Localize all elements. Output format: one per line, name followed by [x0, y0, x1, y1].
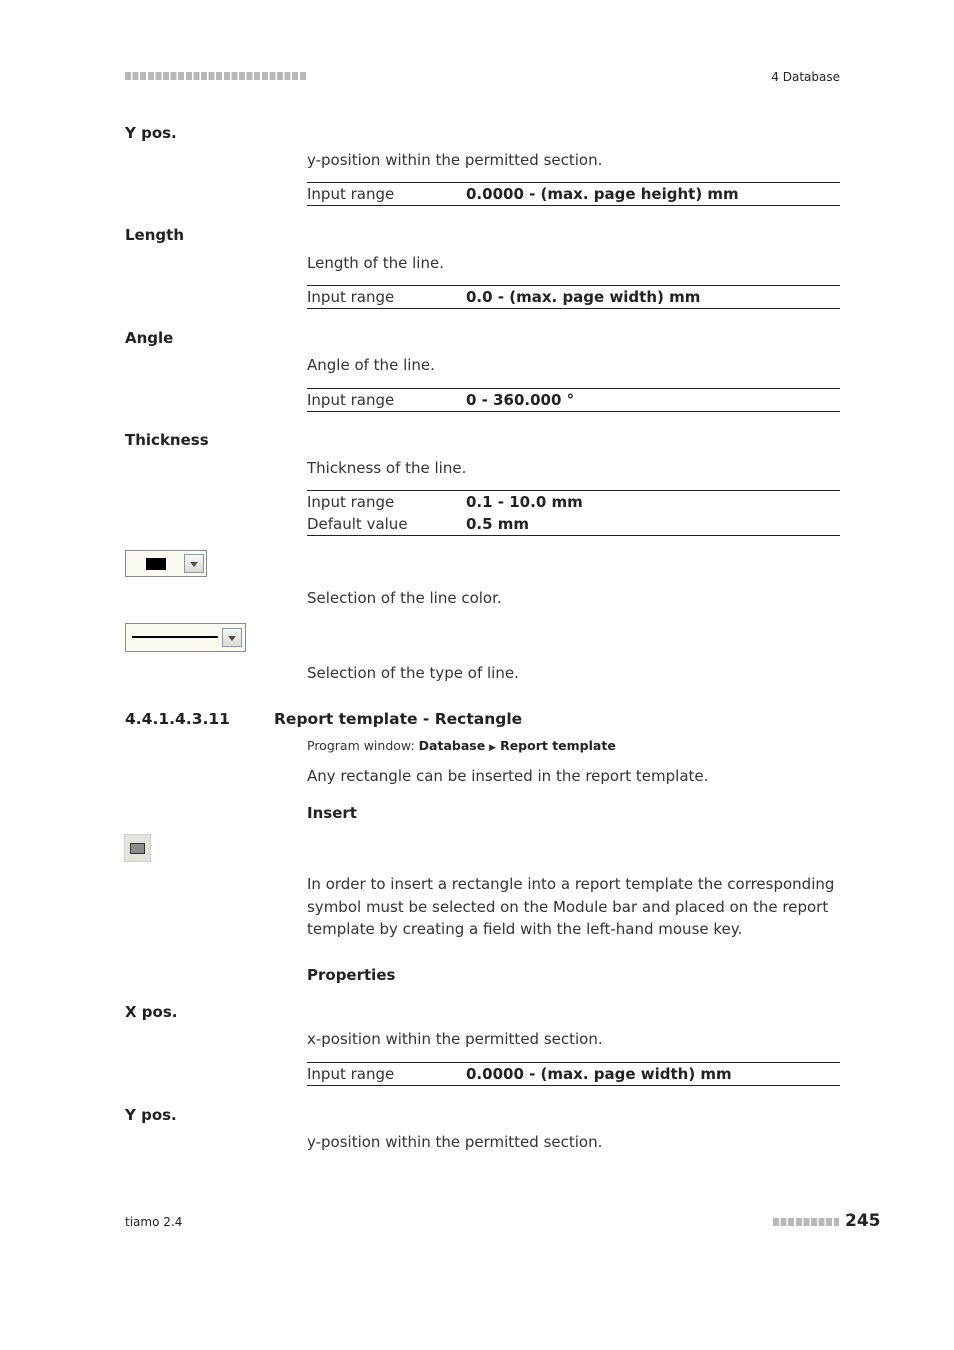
path-separator-icon: ▶	[489, 743, 497, 753]
input-range-label: Input range	[307, 185, 395, 203]
line-color-select[interactable]	[125, 550, 207, 577]
table-row	[307, 491, 840, 513]
color-swatch	[146, 558, 166, 570]
thickness-range-table	[307, 490, 840, 536]
y-pos-2-description: y-position within the permitted section.	[307, 1133, 603, 1151]
path-database: Database	[418, 738, 486, 753]
angle-range-table	[307, 388, 840, 412]
path-report-template: Report template	[500, 738, 616, 753]
y-pos-description: y-position within the permitted section.	[307, 151, 603, 169]
rectangle-icon[interactable]	[124, 834, 151, 862]
input-range-value: 0 - 360.000 °	[466, 391, 575, 409]
chapter-title: 4 Database	[771, 70, 840, 84]
default-value-label: Default value	[307, 515, 408, 533]
input-range-label: Input range	[307, 493, 395, 511]
length-range-table	[307, 285, 840, 309]
table-row	[307, 286, 840, 308]
term-angle: Angle	[125, 329, 174, 347]
angle-description: Angle of the line.	[307, 356, 435, 374]
section-title: Report template - Rectangle	[274, 710, 523, 728]
chevron-down-icon[interactable]	[222, 628, 242, 647]
line-color-description: Selection of the line color.	[307, 589, 502, 607]
x-pos-description: x-position within the permitted section.	[307, 1030, 603, 1048]
input-range-value: 0.0000 - (max. page width) mm	[466, 1065, 732, 1083]
input-range-value: 0.0000 - (max. page height) mm	[466, 185, 739, 203]
rectangle-shape	[130, 843, 145, 854]
product-name: tiamo 2.4	[125, 1215, 183, 1229]
table-row	[307, 389, 840, 411]
x-pos-range-table	[307, 1062, 840, 1086]
input-range-value: 0.1 - 10.0 mm	[466, 493, 583, 511]
term-length: Length	[125, 226, 184, 244]
line-type-description: Selection of the type of line.	[307, 664, 519, 682]
section-intro: Any rectangle can be inserted in the report template.	[307, 767, 709, 785]
line-type-select[interactable]	[125, 623, 246, 652]
insert-heading: Insert	[307, 804, 357, 822]
term-x-pos: X pos.	[125, 1003, 178, 1021]
input-range-value: 0.0 - (max. page width) mm	[466, 288, 701, 306]
y-pos-range-table	[307, 182, 840, 206]
term-y-pos: Y pos.	[125, 124, 177, 142]
page-number: 245	[845, 1211, 881, 1231]
default-value: 0.5 mm	[466, 515, 530, 533]
input-range-label: Input range	[307, 288, 395, 306]
section-number: 4.4.1.4.3.11	[125, 710, 230, 728]
term-thickness: Thickness	[125, 431, 209, 449]
table-row	[307, 183, 840, 205]
table-row	[307, 513, 840, 535]
program-window-label: Program window:	[307, 738, 415, 753]
header-decoration	[125, 72, 307, 80]
footer-decoration	[773, 1218, 839, 1226]
program-window-path	[307, 738, 616, 753]
table-row	[307, 1063, 840, 1085]
thickness-description: Thickness of the line.	[307, 459, 467, 477]
properties-heading: Properties	[307, 966, 396, 984]
input-range-label: Input range	[307, 1065, 395, 1083]
chevron-down-icon[interactable]	[184, 554, 204, 573]
length-description: Length of the line.	[307, 254, 444, 272]
insert-description: In order to insert a rectangle into a report template the corresponding symbol must be selected on the Module bar and placed on the report template by creating a field with the left-hand mouse key.	[307, 875, 835, 938]
term-y-pos-2: Y pos.	[125, 1106, 177, 1124]
input-range-label: Input range	[307, 391, 395, 409]
line-sample	[132, 636, 218, 638]
